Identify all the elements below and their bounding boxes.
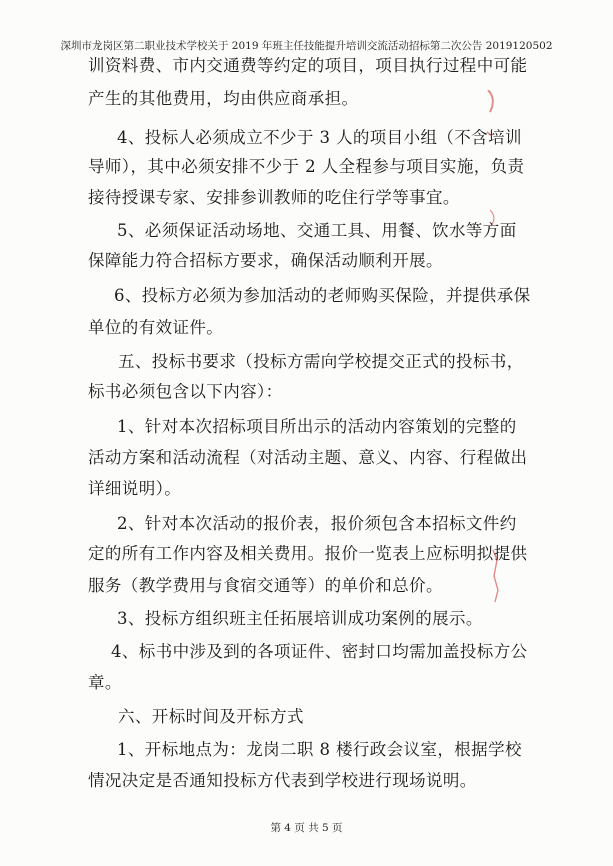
body-line: 训资料费、市内交通费等约定的项目，项目执行过程中可能 [88,56,528,75]
body-line: 1、开标地点为：龙岗二职 8 楼行政会议室，根据学校 [117,740,522,759]
body-line: 4、投标人必须成立不少于 3 人的项目小组（不含培训 [117,128,522,147]
body-line: 产生的其他费用，均由供应商承担。 [88,89,359,108]
body-line: 1、针对本次招标项目所出示的活动内容策划的完整的 [117,417,517,436]
body-line: 单位的有效证件。 [88,318,224,337]
body-line: 5、必须保证活动场地、交通工具、用餐、饮水等方面 [117,221,517,240]
body-line: 4、标书中涉及到的各项证件、密封口均需加盖投标方公 [111,642,528,661]
body-line: 服务（教学费用与食宿交通等）的单价和总价。 [88,576,443,595]
page-header: 深圳市龙岗区第二职业技术学校关于 2019 年班主任技能提升培训交流活动招标第二次公告 2019120502 [60,40,553,52]
body-line: 导师），其中必须安排不少于 2 人全程参与项目实施，负责 [88,157,525,176]
body-line: 6、投标方必须为参加活动的老师购买保险，并提供承保 [114,286,531,305]
body-line: 活动方案和活动流程（对活动主题、意义、内容、行程做出 [88,448,528,467]
body-line: 2、针对本次活动的报价表，报价须包含本招标文件约 [117,514,517,533]
body-line: 定的所有工作内容及相关费用。报价一览表上应标明拟提供 [88,544,528,563]
seam-stamp-icon [484,90,504,610]
body-line: 章。 [88,673,122,692]
body-line: 情况决定是否通知投标方代表到学校进行现场说明。 [88,771,477,790]
body-line: 详细说明）。 [88,479,182,498]
body-line: 保障能力符合招标方要求，确保活动顺利开展。 [88,251,443,270]
body-line: 3、投标方组织班主任拓展培训成功案例的展示。 [117,609,483,628]
body-line: 五、投标书要求（投标方需向学校提交正式的投标书， [118,352,524,371]
body-line: 接待授课专家、安排参训教师的吃住行学等事宜。 [88,188,460,207]
body-line: 六、开标时间及开标方式 [118,707,304,726]
body-line: 标书必须包含以下内容）： [88,382,283,401]
page-footer: 第 4 页 共 5 页 [270,822,343,834]
